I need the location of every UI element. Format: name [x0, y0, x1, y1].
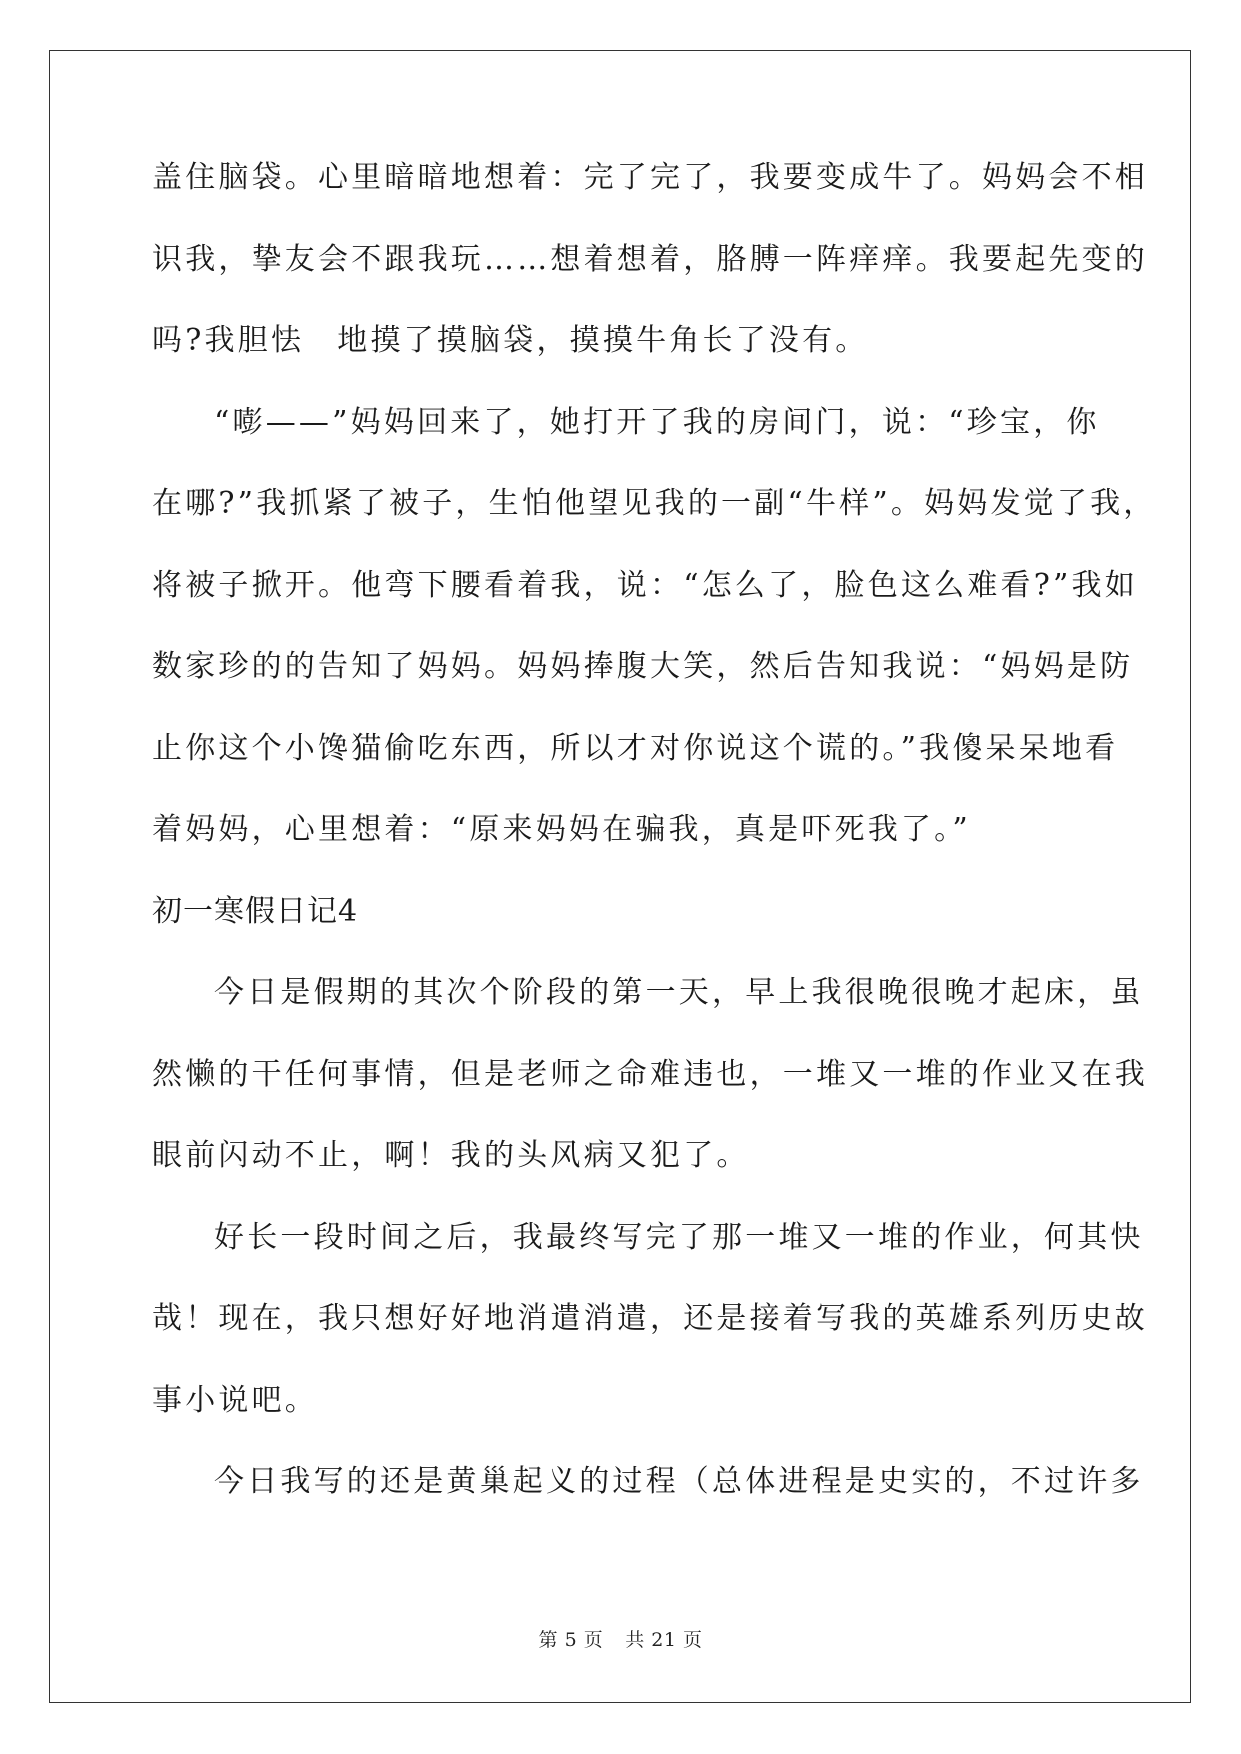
text-line: 事小说吧。 [152, 1382, 318, 1418]
text-line: 哉！现在，我只想好好地消遣消遣，还是接着写我的英雄系列历史故 [152, 1301, 1148, 1336]
text-line: 数家珍的的告知了妈妈。妈妈捧腹大笑，然后告知我说：“妈妈是防 [152, 649, 1134, 684]
page-number: 第 5 页 [538, 1629, 604, 1651]
section-heading: 初一寒假日记4 [152, 893, 359, 929]
document-body [152, 158, 1157, 1544]
text-line: 眼前闪动不止，啊！我的头风病又犯了。 [152, 1138, 750, 1173]
text-line: 着妈妈，心里想着：“原来妈妈在骗我，真是吓死我了。” [152, 812, 971, 847]
text-line: 吗?我胆怯 地摸了摸脑袋，摸摸牛角长了没有。 [152, 323, 869, 358]
text-line: 识我，挚友会不跟我玩……想着想着，胳膊一阵痒痒。我要起先变的 [152, 241, 1148, 277]
text-line: 今日是假期的其次个阶段的第一天，早上我很晚很晚才起床，虽 [214, 975, 1144, 1010]
page-total: 共 21 页 [625, 1629, 703, 1651]
page-footer [0, 1625, 1241, 1652]
text-line: 将被子掀开。他弯下腰看着我，说：“怎么了，脸色这么难看?”我如 [152, 567, 1138, 603]
text-line: 止你这个小馋猫偷吃东西，所以才对你说这个谎的。”我傻呆呆地看 [152, 730, 1119, 766]
text-line: 今日我写的还是黄巢起义的过程（总体进程是史实的，不过许多 [214, 1464, 1144, 1499]
text-line: 然懒的干任何事情，但是老师之命难违也，一堆又一堆的作业又在我 [152, 1056, 1148, 1092]
text-line: 盖住脑袋。心里暗暗地想着：完了完了，我要变成牛了。妈妈会不相 [152, 160, 1148, 195]
text-line: 好长一段时间之后，我最终写完了那一堆又一堆的作业，何其快 [214, 1219, 1144, 1255]
text-line: 在哪?”我抓紧了被子，生怕他望见我的一副“牛样”。妈妈发觉了我， [152, 486, 1157, 521]
text-line: “嘭——”妈妈回来了，她打开了我的房间门，说：“珍宝，你 [214, 404, 1100, 440]
